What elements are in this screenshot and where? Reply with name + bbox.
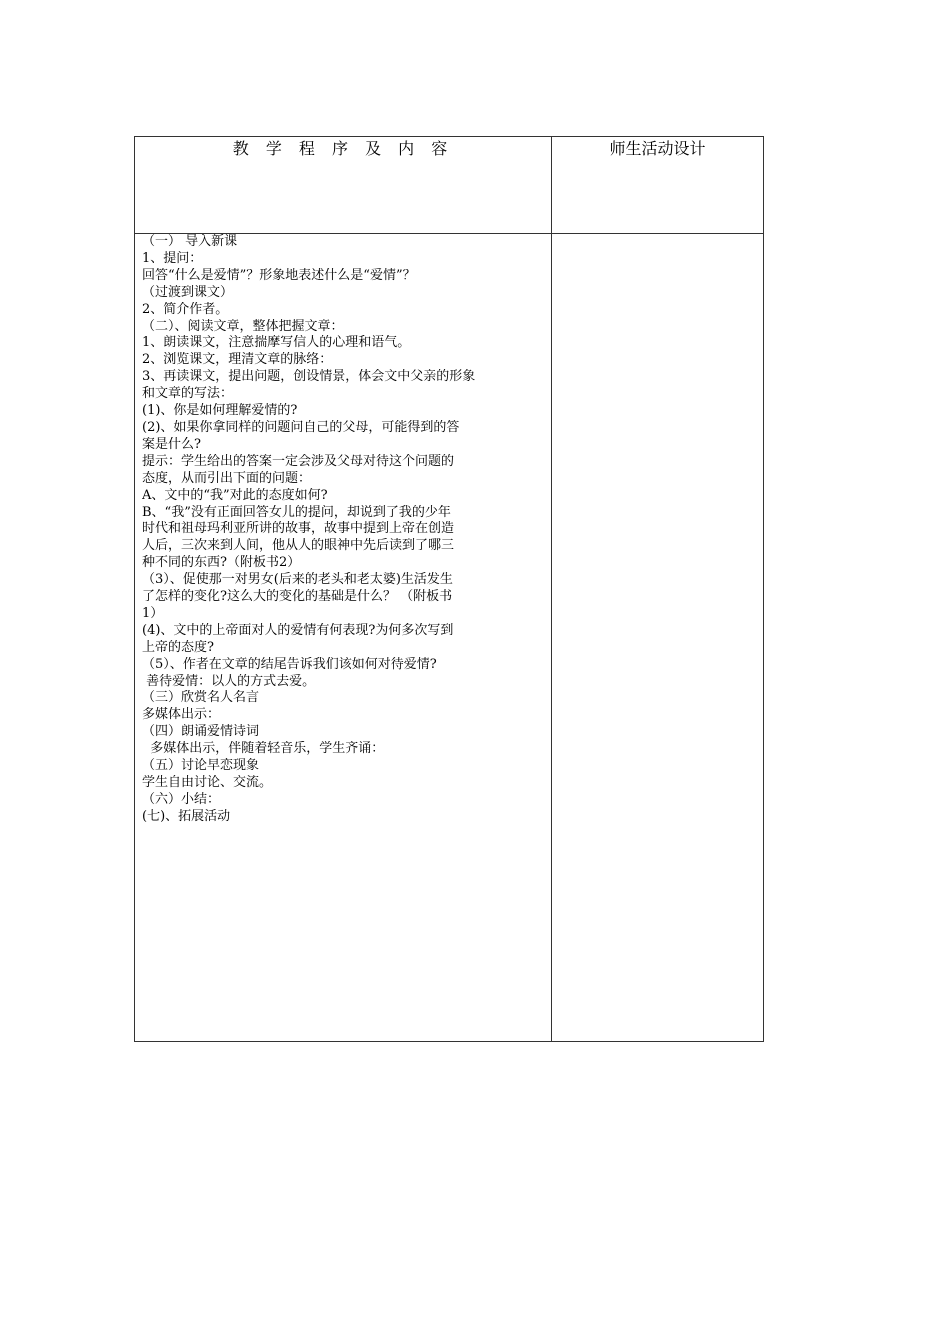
content-line: 案是什么? bbox=[142, 436, 201, 452]
content-line: 3、再读课文，提出问题，创设情景，体会文中父亲的形象 bbox=[142, 369, 476, 385]
content-line: 回答“什么是爱情”？形象地表述什么是“爱情”？ bbox=[142, 267, 416, 283]
content-line: （过渡到课文） bbox=[142, 284, 234, 300]
content-cell-activity-design bbox=[552, 234, 764, 1042]
header-cell-teaching-procedure bbox=[135, 137, 552, 234]
content-line: (2)、如果你拿同样的问题问自己的父母，可能得到的答 bbox=[142, 419, 460, 435]
content-line: 1、朗读课文，注意揣摩写信人的心理和语气。 bbox=[142, 335, 411, 351]
header-teaching-procedure: 教 学 程 序 及 内 容 bbox=[232, 139, 454, 158]
content-line: 善待爱情：以人的方式去爱。 bbox=[142, 673, 316, 689]
table-body-row bbox=[135, 234, 764, 1042]
content-line: 提示：学生给出的答案一定会涉及父母对待这个问题的 bbox=[142, 453, 455, 469]
content-line: B、“我”没有正面回答女儿的提问，却说到了我的少年 bbox=[142, 504, 451, 520]
header-activity-design: 师生活动设计 bbox=[609, 139, 706, 158]
content-line: 多媒体出示： bbox=[142, 707, 221, 723]
content-line: 2、简介作者。 bbox=[142, 301, 229, 317]
content-line: 学生自由讨论、交流。 bbox=[142, 775, 273, 790]
content-line: 2、浏览课文，理清文章的脉络： bbox=[142, 352, 333, 368]
header-cell-activity-design bbox=[552, 137, 764, 234]
content-line: 态度，从而引出下面的问题： bbox=[142, 470, 312, 486]
content-line: 1） bbox=[142, 605, 164, 621]
teaching-procedure-content bbox=[135, 234, 551, 826]
content-line: 种不同的东西?（附板书2） bbox=[142, 555, 301, 571]
content-line: （一） 导入新课 bbox=[142, 234, 238, 249]
content-line: 和文章的写法： bbox=[142, 386, 234, 402]
table-header-row bbox=[135, 137, 764, 234]
content-line: 时代和祖母玛利亚所讲的故事，故事中提到上帝在创造 bbox=[142, 521, 455, 537]
content-line: 1、提问： bbox=[142, 250, 203, 266]
content-line: （三）欣赏名人名言 bbox=[142, 690, 260, 706]
content-line: （3）、促使那一对男女(后来的老头和老太婆)生活发生 bbox=[142, 572, 453, 588]
content-line: （五）讨论早恋现象 bbox=[142, 758, 260, 774]
content-line: （二）、阅读文章，整体把握文章： bbox=[142, 318, 344, 334]
content-line: (1)、你是如何理解爱情的? bbox=[142, 403, 298, 419]
content-line: 上帝的态度? bbox=[142, 639, 214, 655]
content-line: (七)、拓展活动 bbox=[142, 808, 231, 824]
content-line: 多媒体出示，伴随着轻音乐，学生齐诵： bbox=[142, 741, 385, 757]
content-line: （四）朗诵爱情诗词 bbox=[142, 724, 260, 740]
lesson-plan-table bbox=[134, 136, 764, 1042]
content-line: （5）、作者在文章的结尾告诉我们该如何对待爱情? bbox=[142, 656, 437, 672]
content-line: A、文中的“我”对此的态度如何? bbox=[142, 487, 328, 503]
content-line: 人后，三次来到人间，他从人的眼神中先后读到了哪三 bbox=[142, 538, 455, 554]
content-line: 了怎样的变化?这么大的变化的基础是什么？ （附板书 bbox=[142, 589, 453, 605]
content-line: （六）小结： bbox=[142, 791, 221, 807]
content-cell-teaching-procedure bbox=[135, 234, 552, 1042]
content-line: (4)、文中的上帝面对人的爱情有何表现?为何多次写到 bbox=[142, 622, 454, 638]
